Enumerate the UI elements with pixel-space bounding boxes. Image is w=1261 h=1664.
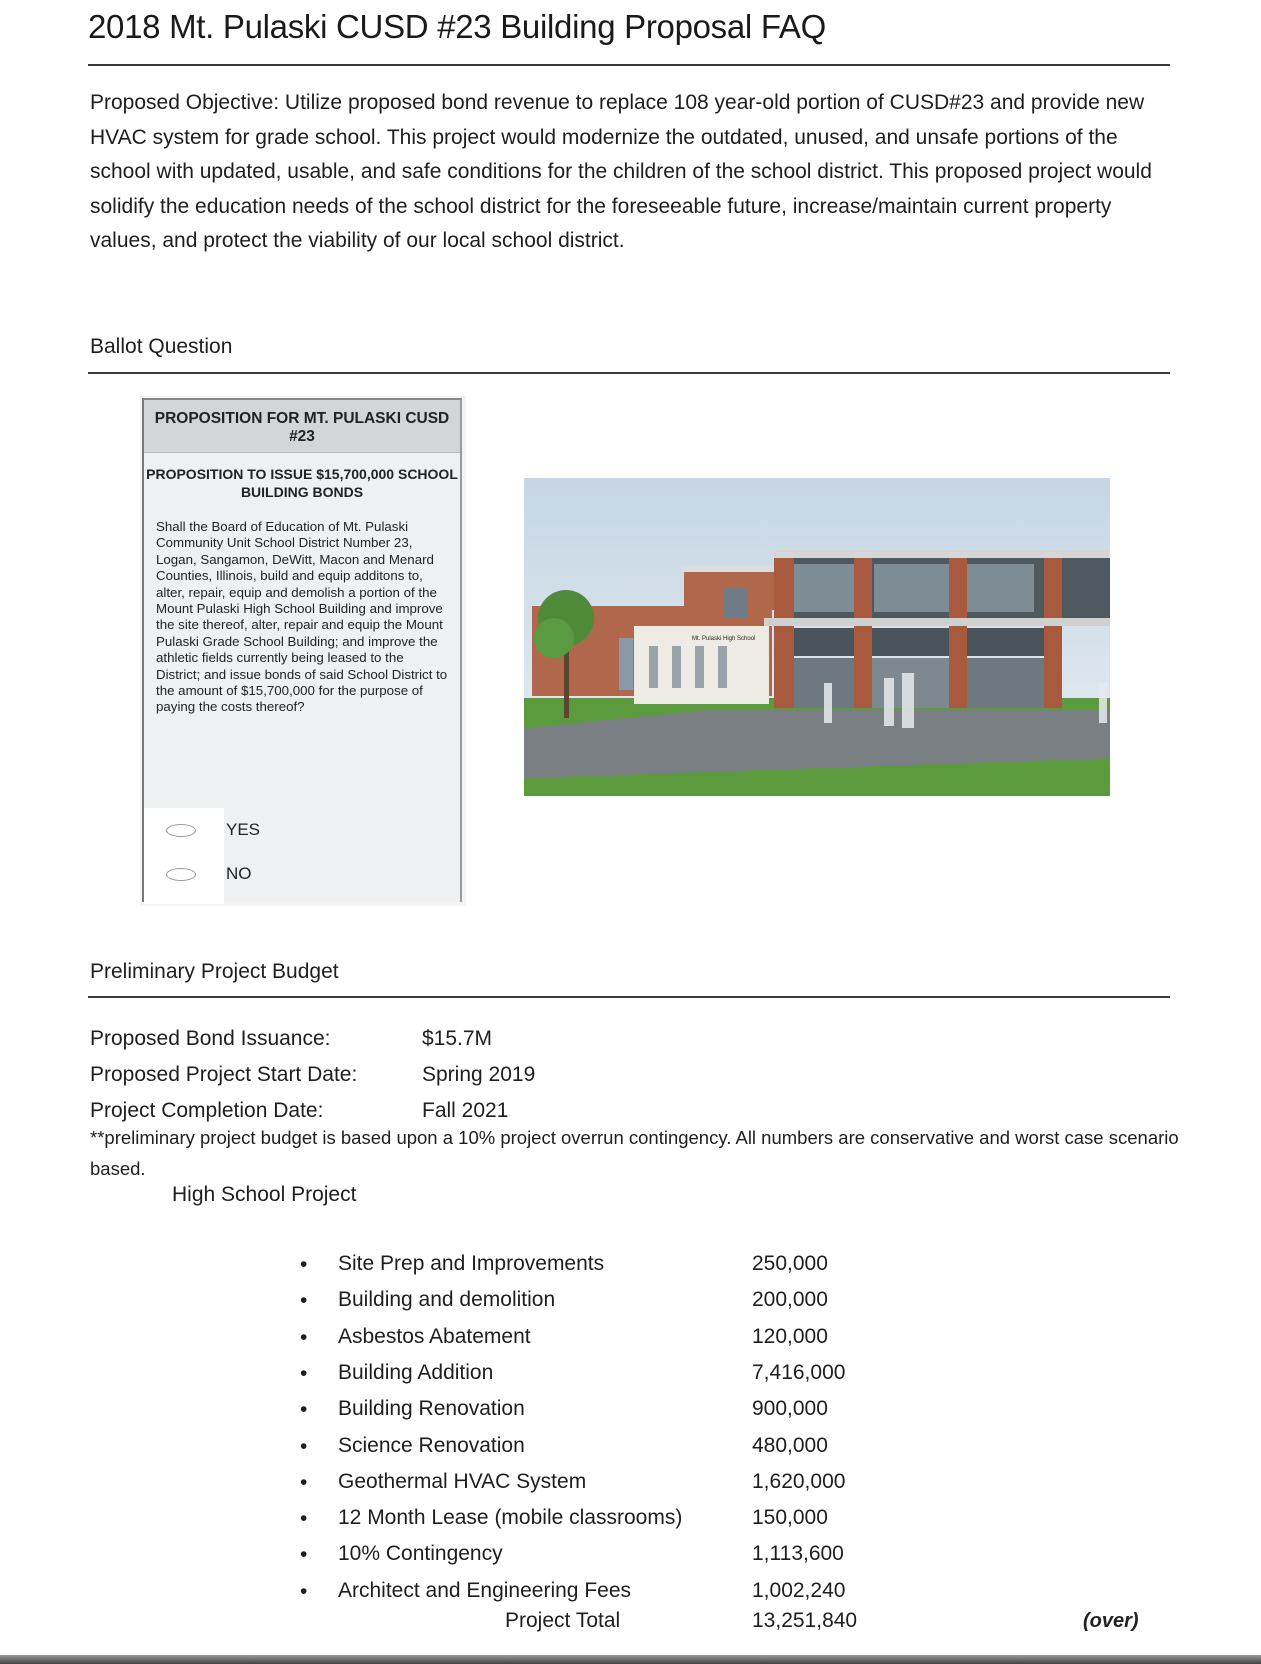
- bullet-icon: •: [300, 1325, 308, 1349]
- oval-icon: [166, 824, 196, 837]
- budget-item: [300, 1506, 860, 1534]
- ballot-question: Shall the Board of Education of Mt. Pulaski Community Unit School District Number 23, Logan, Sangamon, DeWitt, Macon and Menard Counties, Illinois, build and equip additons to, alter, repair, equip and demolish a portion of the Mount Pulaski High School Building and improve the site thereof, alter, repair and equip the Mount Pulaski Grade School Building; and improve the athletic fields currently being leased to the District; and issue bonds of said School District to the amount of $15,700,000 for the purpose of paying the costs thereof?: [156, 519, 448, 715]
- budget-item-amount: 480,000: [752, 1433, 828, 1457]
- budget-item: [300, 1579, 860, 1607]
- budget-item-label: Science Renovation: [338, 1433, 525, 1457]
- ballot-choice-yes: [166, 820, 260, 840]
- ballot-choice-no: [166, 864, 252, 884]
- budget-item: [300, 1397, 860, 1425]
- project-total-value: 13,251,840: [752, 1609, 858, 1632]
- proposed-objective: Proposed Objective: Utilize proposed bond revenue to replace 108 year-old portion of CUSD#23 and provide new HVAC system for grade school. This project would modernize the outdated, unused, and unsafe portions of the school with updated, usable, and safe conditions for the children of the school district. This proposed project would solidify the education needs of the school district for the foreseeable future, increase/maintain current property values, and protect the viability of our local school district.: [90, 91, 1152, 252]
- budget-item: [300, 1252, 860, 1280]
- bullet-icon: •: [300, 1398, 308, 1422]
- budget-item-amount: 250,000: [752, 1252, 828, 1275]
- budget-item: [300, 1325, 860, 1353]
- budget-item-label: 10% Contingency: [338, 1542, 503, 1566]
- choice-label: NO: [226, 864, 252, 883]
- budget-item: [300, 1542, 860, 1570]
- bullet-icon: •: [300, 1361, 308, 1385]
- budget-item: [300, 1434, 860, 1462]
- budget-item-amount: 1,002,240: [752, 1578, 846, 1602]
- page-bottom-edge: [0, 1655, 1261, 1664]
- project-total-label: Project Total: [505, 1609, 621, 1632]
- budget-item-amount: 900,000: [752, 1397, 828, 1421]
- title-divider: [88, 64, 1170, 66]
- budget-item-label: Building Addition: [338, 1360, 494, 1384]
- sample-ballot: [142, 398, 462, 902]
- fact-value: Fall 2021: [422, 1099, 509, 1122]
- bullet-icon: •: [300, 1470, 308, 1494]
- oval-icon: [166, 868, 196, 881]
- budget-item-label: 12 Month Lease (mobile classrooms): [338, 1506, 683, 1530]
- budget-divider: [88, 996, 1170, 998]
- bullet-icon: •: [300, 1543, 308, 1567]
- budget-item-label: Site Prep and Improvements: [338, 1252, 605, 1275]
- bullet-icon: •: [300, 1289, 308, 1313]
- ballot-question-heading: Ballot Question: [90, 335, 233, 358]
- budget-note: **preliminary project budget is based upon a 10% project overrun contingency. All numbers are conservative and worst case scenario based.: [90, 1127, 1179, 1179]
- budget-item-label: Building and demolition: [338, 1288, 556, 1312]
- budget-item-amount: 120,000: [752, 1324, 828, 1348]
- fact-value: $15.7M: [422, 1027, 493, 1050]
- bullet-icon: •: [300, 1434, 308, 1458]
- budget-item: [300, 1361, 860, 1389]
- bullet-icon: •: [300, 1253, 308, 1276]
- bullet-icon: •: [300, 1579, 308, 1603]
- fact-label: Proposed Bond Issuance:: [90, 1027, 331, 1050]
- choice-label: YES: [226, 820, 261, 839]
- building-sign-text: Mt. Pulaski High School: [692, 636, 756, 642]
- budget-item: [300, 1470, 860, 1498]
- page-title: 2018 Mt. Pulaski CUSD #23 Building Proposal FAQ: [88, 8, 826, 45]
- budget-item: [300, 1288, 860, 1316]
- budget-item-label: Building Renovation: [338, 1397, 525, 1421]
- building-rendering-image: [524, 478, 1110, 796]
- fact-value: Spring 2019: [422, 1063, 536, 1086]
- building-illustration: [524, 478, 1110, 796]
- fact-label: Project Completion Date:: [90, 1099, 324, 1122]
- budget-item-amount: 1,113,600: [752, 1542, 844, 1566]
- budget-item-amount: 1,620,000: [752, 1469, 846, 1493]
- fact-start-date: [90, 1063, 535, 1087]
- budget-item-label: Architect and Engineering Fees: [338, 1578, 632, 1602]
- budget-heading: Preliminary Project Budget: [90, 960, 339, 983]
- fact-label: Proposed Project Start Date:: [90, 1063, 358, 1086]
- budget-item-label: Asbestos Abatement: [338, 1324, 531, 1348]
- budget-item-amount: 7,416,000: [752, 1360, 846, 1384]
- fact-bond-issuance: [90, 1027, 492, 1051]
- ballot-divider: [88, 372, 1170, 374]
- budget-item-amount: 200,000: [752, 1288, 828, 1312]
- ballot-subheader: PROPOSITION TO ISSUE $15,700,000 SCHOOL BUILDING BONDS: [146, 466, 458, 500]
- budget-item-amount: 150,000: [752, 1506, 828, 1530]
- high-school-project-heading: High School Project: [172, 1183, 357, 1206]
- ballot-header: PROPOSITION FOR MT. PULASKI CUSD #23: [144, 400, 460, 453]
- over-label: (over): [1083, 1610, 1139, 1632]
- budget-item-label: Geothermal HVAC System: [338, 1469, 587, 1493]
- fact-completion-date: [90, 1099, 508, 1123]
- bullet-icon: •: [300, 1507, 308, 1531]
